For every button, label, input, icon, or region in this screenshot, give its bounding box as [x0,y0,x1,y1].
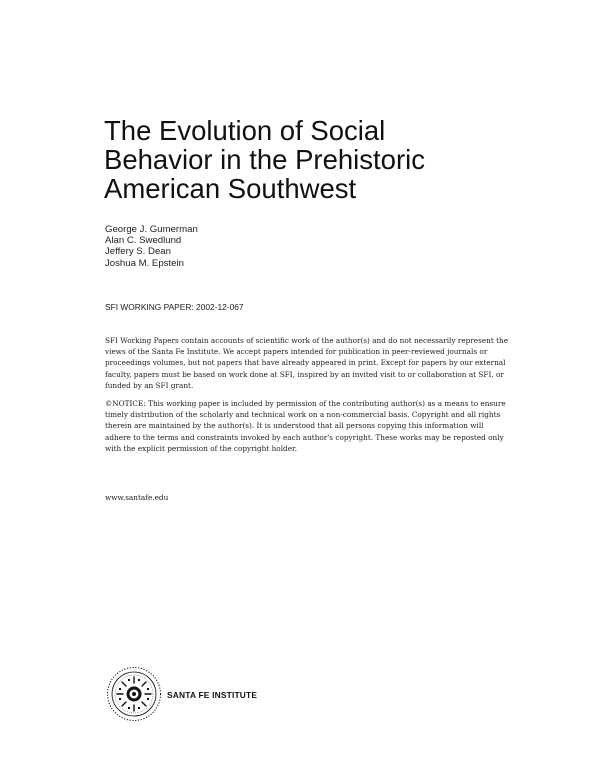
author-list [105,224,198,269]
author-name: George J. Gumerman [105,224,198,235]
author-name: Jeffery S. Dean [105,246,171,258]
working-paper-number: SFI WORKING PAPER: 2002-12-067 [105,302,244,312]
paragraph-line: funded by an SFI grant. [105,380,194,390]
disclaimer-paragraph [105,335,517,391]
paragraph-line: with the explicit permission of the copyright holder. [105,443,298,453]
title-line: Behavior in the Prehistoric [104,144,425,175]
paper-title [104,116,544,203]
paragraph-line: therein are maintained by the author(s). It is understood that all persons copying this information will [105,421,484,431]
santa-fe-institute-seal-icon [106,666,162,722]
title-line: The Evolution of Social [104,115,386,146]
paragraph-line: adhere to the terms and constraints invoked by each author's copyright. These works may be reposted only [105,432,504,442]
institute-name: SANTA FE INSTITUTE [167,690,258,700]
website-link[interactable]: www.santafe.edu [105,493,169,502]
copyright-notice-paragraph [105,398,517,454]
paragraph-line: proceedings volumes, but not papers that have already appeared in print. Except for papers by our external [105,358,506,368]
paragraph-line: faculty, papers must be based on work done at SFI, inspired by an invited visit to or collaboration at SFI, or [105,369,504,379]
paragraph-line: timely distribution of the scholarly and technical work on a non-commercial basis. Copyright and all rights [105,410,501,420]
paragraph-line: views of the Santa Fe Institute. We accept papers intended for publication in peer-reviewed journals or [105,347,488,357]
paragraph-line: SFI Working Papers contain accounts of scientific work of the author(s) and do not necessarily represent the [105,336,509,345]
author-name: Alan C. Swedlund [105,235,182,247]
title-line: American Southwest [104,173,357,204]
author-name: Joshua M. Epstein [105,257,184,269]
paragraph-line: ©NOTICE: This working paper is included by permission of the contributing author(s) as a means to ensure [105,399,506,408]
